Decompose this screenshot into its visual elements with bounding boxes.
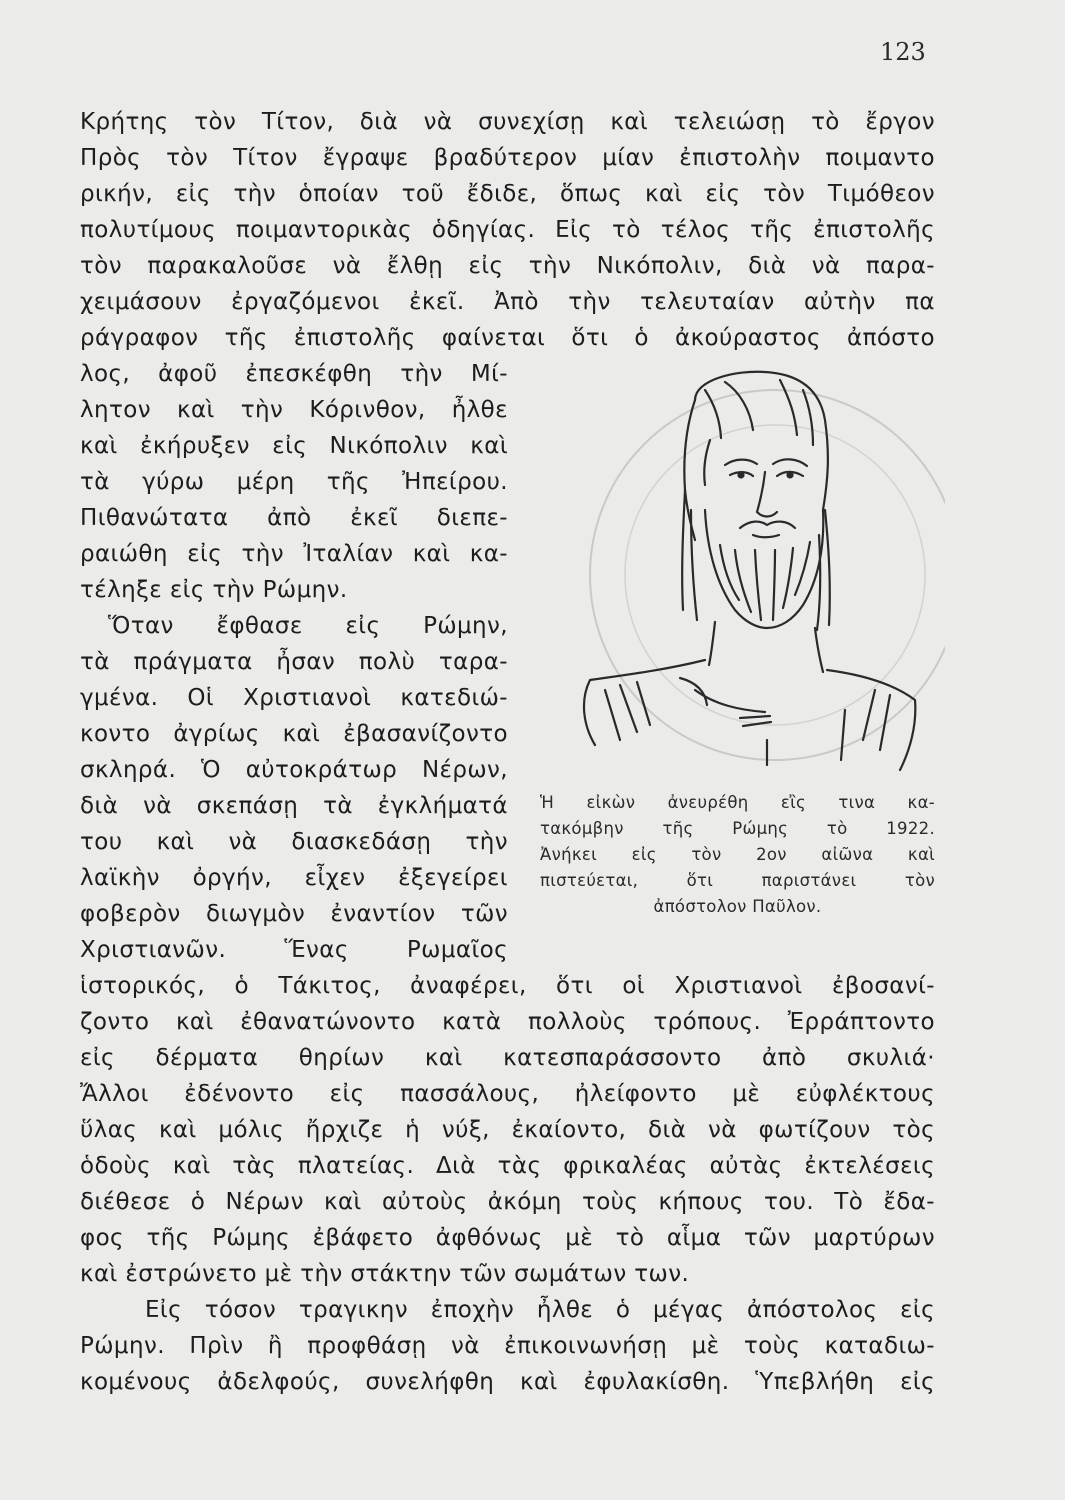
text-line: φος τῆς Ρώμης ἐβάφετο ἀφθόνως μὲ τὸ αἷμα τῶν μαρτύρων [80, 1225, 935, 1251]
text-line: Ρώμην. Πρὶν ἢ προφθάσῃ νὰ ἐπικοινωνήσῃ μὲ τοὺς καταδιω- [80, 1333, 935, 1359]
text-line: Κρήτης τὸν Τίτον, διὰ νὰ συνεχίσῃ καὶ τελειώσῃ τὸ ἔργον [80, 109, 935, 135]
apostle-paul-portrait-icon [545, 360, 945, 780]
text-line: καὶ ἐστρώνετο μὲ τὴν στάκτην τῶν σωμάτων των. [80, 1261, 690, 1287]
text-line: Εἰς τόσον τραγικην ἐποχὴν ἦλθε ὁ μέγας ἀπόστολος εἰς [145, 1297, 935, 1323]
text-line: ράγραφον τῆς ἐπιστολῆς φαίνεται ὅτι ὁ ἀκούραστος ἀπόστο [80, 325, 935, 351]
text-line: γμένα. Οἱ Χριστιανοὶ κατεδιώ- [80, 685, 508, 711]
text-line: Ἄλλοι ἐδένοντο εἰς πασσάλους, ἠλείφοντο μὲ εὐφλέκτους [80, 1081, 935, 1107]
caption-line: Ἡ εἰκὼν ἀνευρέθη εἲς τινα κα- [540, 793, 935, 812]
text-line: ἱστορικός, ὁ Τάκιτος, ἀναφέρει, ὅτι οἱ Χριστιανοὶ ἐβοσανί- [80, 973, 935, 999]
page-number: 123 [880, 38, 926, 66]
caption-line: ἀπόστολον Παῦλον. [653, 897, 822, 916]
text-line: Χριστιανῶν. Ἕνας Ρωμαῖος [80, 937, 508, 963]
text-line: Πιθανώτατα ἀπὸ ἐκεῖ διεπε- [80, 505, 508, 531]
text-line: χειμάσουν ἐργαζόμενοι ἐκεῖ. Ἀπὸ τὴν τελευταίαν αὐτὴν πα [80, 289, 935, 315]
text-line: πολυτίμους ποιμαντορικὰς ὁδηγίας. Εἰς τὸ τέλος τῆς ἐπιστολῆς [80, 217, 935, 243]
text-line: ζοντο καὶ ἐθανατώνοντο κατὰ πολλοὺς τρόπους. Ἐρράπτοντο [80, 1009, 935, 1035]
text-line: τὸν παρακαλοῦσε νὰ ἔλθῃ εἰς τὴν Νικόπολιν, διὰ νὰ παρα- [80, 253, 935, 279]
text-line: εἰς δέρματα θηρίων καὶ κατεσπαράσσοντο ἀπὸ σκυλιά· [80, 1045, 935, 1071]
text-line: ὁδοὺς καὶ τὰς πλατείας. Διὰ τὰς φρικαλέας αὐτὰς ἐκτελέσεις [80, 1153, 935, 1179]
text-line: Ὅταν ἔφθασε εἰς Ρώμην, [108, 613, 508, 639]
text-line: ρικήν, εἰς τὴν ὁποίαν τοῦ ἔδιδε, ὅπως καὶ εἰς τὸν Τιμόθεον [80, 181, 935, 207]
text-line: τὰ πράγματα ἦσαν πολὺ ταρα- [80, 649, 508, 675]
figure-caption [540, 790, 935, 920]
text-line: του καὶ νὰ διασκεδάσῃ τὴν [80, 829, 508, 855]
text-line: ραιώθη εἰς τὴν Ἰταλίαν καὶ κα- [80, 541, 508, 567]
text-line: φοβερὸν διωγμὸν ἐναντίον τῶν [80, 901, 508, 927]
text-line: ὕλας καὶ μόλις ἤρχιζε ἡ νύξ, ἐκαίοντο, διὰ νὰ φωτίζουν τὸς [80, 1117, 935, 1143]
caption-line: πιστεύεται, ὅτι παριστάνει τὸν [540, 871, 935, 890]
text-line: κομένους ἀδελφούς, συνελήφθη καὶ ἐφυλακίσθη. Ὑπεβλήθη εἰς [80, 1369, 935, 1395]
text-line: λος, ἀφοῦ ἐπεσκέφθη τὴν Μί- [80, 361, 508, 387]
text-line: καὶ ἐκήρυξεν εἰς Νικόπολιν καὶ [80, 433, 508, 459]
text-line: διὰ νὰ σκεπάσῃ τὰ ἐγκλήματά [80, 793, 508, 819]
text-line: τέληξε εἰς τὴν Ρώμην. [80, 577, 348, 603]
text-line: κοντο ἀγρίως καὶ ἐβασανίζοντο [80, 721, 508, 747]
text-line: λαϊκὴν ὀργήν, εἶχεν ἐξεγείρει [80, 865, 508, 891]
text-line: διέθεσε ὁ Νέρων καὶ αὐτοὺς ἀκόμη τοὺς κήπους του. Τὸ ἔδα- [80, 1189, 935, 1215]
text-line: τὰ γύρω μέρη τῆς Ἠπείρου. [80, 469, 508, 495]
text-line: σκληρά. Ὁ αὐτοκράτωρ Νέρων, [80, 757, 508, 783]
caption-line: τακόμβην τῆς Ρώμης τὸ 1922. [540, 819, 935, 838]
text-line: λητον καὶ τὴν Κόρινθον, ἦλθε [80, 397, 508, 423]
caption-line: Ἀνήκει εἰς τὸν 2ον αἰῶνα καὶ [540, 845, 935, 864]
text-line: Πρὸς τὸν Τίτον ἔγραψε βραδύτερον μίαν ἐπιστολὴν ποιμαντο [80, 145, 935, 171]
